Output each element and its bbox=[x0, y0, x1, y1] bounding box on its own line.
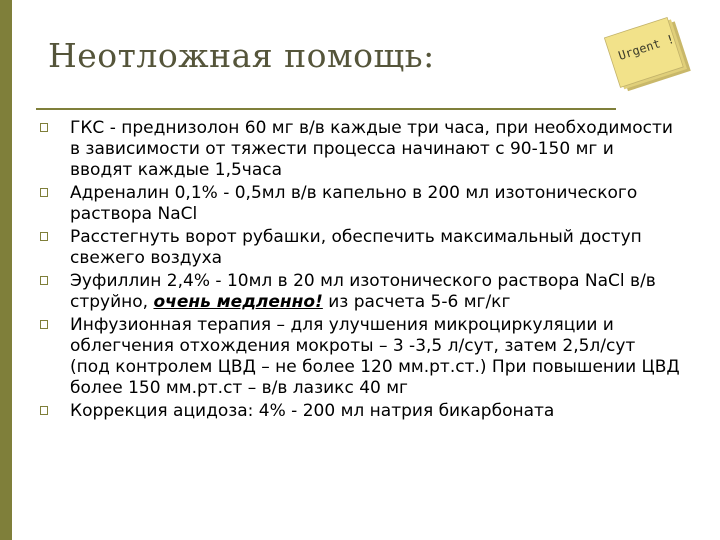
hollow-square-bullet-icon bbox=[40, 406, 48, 415]
hollow-square-bullet-icon bbox=[40, 188, 48, 197]
list-item-text: Коррекция ацидоза: 4% - 200 мл натрия бикарбоната bbox=[70, 401, 555, 421]
list-item-text-end: из расчета 5-6 мг/кг bbox=[322, 292, 511, 312]
list-item-text-start: Эуфиллин 2,4% - 10мл в 20 мл изотонического раствора NaCl в/в струйно, bbox=[70, 271, 656, 312]
urgent-sticky-note-icon bbox=[604, 10, 700, 100]
emphasis-text: очень медленно! bbox=[153, 292, 323, 312]
slide-title: Неотложная помощь: bbox=[48, 36, 435, 75]
list-item bbox=[40, 227, 680, 269]
hollow-square-bullet-icon bbox=[40, 232, 48, 241]
list-item-text: Расстегнуть ворот рубашки, обеспечить максимальный доступ свежего воздуха bbox=[70, 227, 642, 268]
list-item-text: Адреналин 0,1% - 0,5мл в/в капельно в 200 мл изотонического раствора NaCl bbox=[70, 183, 638, 224]
title-underline bbox=[36, 108, 616, 110]
list-item bbox=[40, 315, 680, 399]
bullet-list bbox=[40, 118, 680, 424]
left-accent-bar bbox=[0, 0, 12, 540]
list-item-text: Инфузионная терапия – для улучшения микроциркуляции и облегчения отхождения мокроты – 3 -3,5 л/сут, затем 2,5л/сут (под контролем ЦВД – не более 120 мм.рт.ст.) При повышении ЦВД более 150 мм.рт.ст – в/в лазикс 40 мг bbox=[70, 315, 680, 398]
list-item bbox=[40, 183, 680, 225]
list-item bbox=[40, 271, 680, 313]
list-item bbox=[40, 401, 680, 422]
sticky-note-label: Urgent ! bbox=[616, 31, 676, 63]
hollow-square-bullet-icon bbox=[40, 320, 48, 329]
hollow-square-bullet-icon bbox=[40, 123, 48, 132]
list-item-text: ГКС - преднизолон 60 мг в/в каждые три часа, при необходимости в зависимости от тяжести процесса начинают с 90-150 мг и вводят каждые 1,5часа bbox=[70, 118, 673, 180]
hollow-square-bullet-icon bbox=[40, 276, 48, 285]
list-item bbox=[40, 118, 680, 181]
